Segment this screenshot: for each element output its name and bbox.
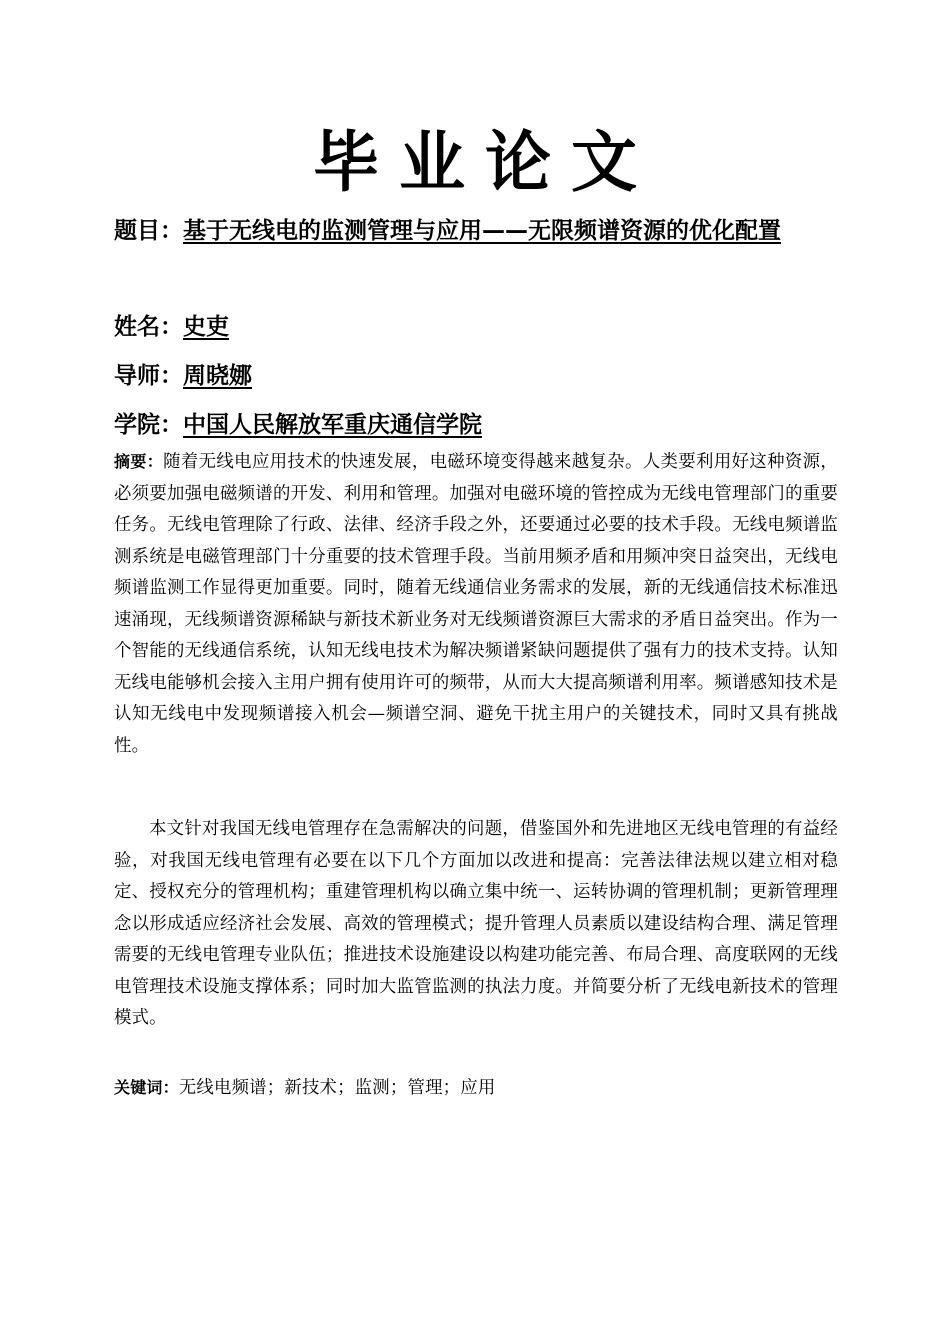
abstract-text-1: 随着无线电应用技术的快速发展，电磁环境变得越来越复杂。人类要利用好这种资源，必须要加强电磁频谱的开发、利用和管理。加强对电磁环境的管控成为无线电管理部门的重要任务。无线电管理除了行政、法律、经济手段之外，还要通过必要的技术手段。无线电频谱监测系统是电磁管理部门十分重要的技术管理手段。当前用频矛盾和用频冲突日益突出，无线电频谱监测工作显得更加重要。同时，随着无线通信业务需求的发展，新的无线通信技术标准迅速涌现，无线频谱资源稀缺与新技术新业务对无线频谱资源巨大需求的矛盾日益突出。作为一个智能的无线通信系统，认知无线电技术为解决频谱紧缺问题提供了强有力的技术支持。认知无线电能够机会接入主用户拥有使用许可的频带，从而大大提高频谱利用率。频谱感知技术是认知无线电中发现频谱接入机会—频谱空洞、避免干扰主用户的关键技术，同时又具有挑战性。 xyxy=(114,452,838,756)
document-title: 毕业论文 xyxy=(313,124,657,201)
abstract-paragraph-2: 本文针对我国无线电管理存在急需解决的问题，借鉴国外和先进地区无线电管理的有益经验，对我国无线电管理有必要在以下几个方面加以改进和提高：完善法律法规以建立相对稳定、授权充分的管理机构；重建管理机构以确立集中统一、运转协调的管理机制；更新管理理念以形成适应经济社会发展、高效的管理模式；提升管理人员素质以建设结构合理、满足管理需要的无线电管理专业队伍；推进技术设施建设以构建功能完善、布局合理、高度联网的无线电管理技术设施支撑体系；同时加大监管监测的执法力度。并简要分析了无线电新技术的管理模式。 xyxy=(114,819,838,1028)
author-label: 姓名： xyxy=(114,314,183,340)
author-line xyxy=(114,302,844,352)
advisor-line xyxy=(114,351,844,401)
advisor-value: 周晓娜 xyxy=(183,363,252,389)
author-value: 史吏 xyxy=(183,314,229,340)
school-line xyxy=(114,400,844,450)
advisor-label: 导师： xyxy=(114,363,183,389)
school-value: 中国人民解放军重庆通信学院 xyxy=(183,412,482,438)
topic-label: 题目： xyxy=(114,218,183,244)
abstract-paragraph-1 xyxy=(114,446,838,762)
school-label: 学院： xyxy=(114,412,183,438)
abstract-label: 摘要： xyxy=(114,452,164,471)
keywords-line xyxy=(114,1072,838,1105)
keywords-value: 无线电频谱；新技术；监测；管理；应用 xyxy=(178,1078,496,1098)
topic-value: 基于无线电的监测管理与应用——无限频谱资源的优化配置 xyxy=(183,218,781,244)
topic-line xyxy=(114,206,920,256)
keywords-label: 关键词： xyxy=(114,1078,179,1097)
